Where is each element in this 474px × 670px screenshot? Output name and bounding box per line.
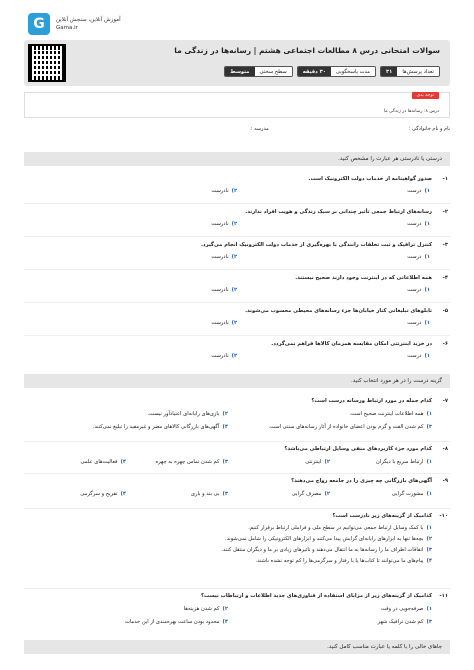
question-body: کدامیک از گزینه‌های زیر از مزایای استفاده از فناوری‌های جدید اطلاعات و ارتباطات نیست؟	[201, 593, 432, 599]
option-1[interactable]: ۱) مشورت گرایی	[391, 491, 432, 497]
question-body: همه اطلاعاتی که در اینترنت وجود دارند صحیح نیستند.	[295, 275, 432, 281]
student-info	[24, 126, 450, 132]
question-divider	[24, 508, 450, 509]
tf-question	[24, 275, 448, 293]
pill-duration: مدت پاسخگویی ۳۰ دقیقه	[297, 66, 376, 77]
option-true[interactable]: ۱) درست	[407, 353, 430, 359]
tf-question	[24, 242, 448, 260]
question-divider	[24, 335, 450, 336]
question-body: رسانه‌های ارتباط جمعی تأثیر چندانی بر سبک زندگی و هویت افراد ندارند.	[245, 209, 432, 215]
question-number: ۷-	[442, 398, 448, 404]
question-number: ۶-	[442, 341, 448, 347]
options	[24, 606, 432, 625]
option-true[interactable]: ۱) درست	[407, 287, 430, 293]
option-1[interactable]: ۱) ارتباط سریع با دیگران	[376, 459, 432, 465]
option-3[interactable]: ۳) کم شدن تماس چهره به چهره	[155, 459, 228, 465]
question-text	[24, 308, 448, 314]
section-multiple-choice: گزینه درست را در هر مورد انتخاب کنید.	[24, 374, 450, 388]
tf-question	[24, 209, 448, 227]
name-label: نام و نام خانوادگی :	[408, 126, 450, 132]
option-true[interactable]: ۱) درست	[407, 221, 430, 227]
question-number: ۱۱-	[439, 593, 448, 599]
options	[24, 491, 432, 497]
option-3[interactable]: ۳) بی بند و باری	[190, 491, 228, 497]
tf-options	[24, 221, 430, 227]
option-3[interactable]: ۳) کم شدن الفت و گرم بودن اعضای خانواده از آثار رسانه‌های سنتی است.	[268, 424, 432, 430]
brand-line1: آموزش آنلاین، سنجش آنلاین	[56, 17, 121, 23]
question-divider	[24, 441, 450, 442]
question-number: ۳-	[442, 242, 448, 248]
option-true[interactable]: ۱) درست	[407, 188, 430, 194]
option-false[interactable]: ۲) نادرست	[211, 254, 238, 260]
option-false[interactable]: ۲) نادرست	[211, 188, 238, 194]
option-false[interactable]: ۲) نادرست	[211, 221, 238, 227]
question-divider	[24, 473, 450, 474]
question-body: در خرید اینترنتی امکان مقایسه همزمان کالاها فراهم نمی‌گردد.	[271, 341, 432, 347]
question-number: ۲-	[442, 209, 448, 215]
option-2[interactable]: ۲) کم شدن هزینه‌ها	[183, 606, 228, 612]
option-false[interactable]: ۲) نادرست	[211, 353, 238, 359]
option-4[interactable]: ۴) تفریح و سرگرمی	[80, 491, 126, 497]
question-text	[24, 513, 448, 519]
option-false[interactable]: ۲) نادرست	[211, 320, 238, 326]
question-number: ۸-	[442, 446, 448, 452]
question-divider	[24, 203, 450, 204]
option-3[interactable]: ۳) اتفاقات اطراف ما را رسانه‌ها به ما انتقال می‌دهند و تاثیرهای زیادی بر ما و دیگران منتقل کنند.	[221, 547, 432, 553]
question-body: صدور گواهینامه از خدمات دولت الکترونیک است.	[308, 176, 432, 182]
brand-line2: Gama.ir	[56, 25, 78, 31]
mc-question	[24, 478, 448, 497]
question-text	[24, 398, 448, 404]
tf-options	[24, 353, 430, 359]
question-text	[24, 478, 448, 484]
tf-options	[24, 287, 430, 293]
question-text	[24, 176, 448, 182]
question-body: کدام مورد جزء کاربردهای منفی وسایل ارتباطی می‌باشد؟	[284, 446, 432, 452]
question-body: کنترل ترافیک و ثبت تخلفات رانندگی با بهره‌گیری از خدمات دولت الکترونیک انجام می‌گیرد.	[200, 242, 432, 248]
option-2[interactable]: ۲) اینترنتی	[305, 459, 330, 465]
qr-code	[28, 44, 66, 82]
mc-question	[24, 398, 448, 430]
brand-text	[56, 16, 121, 32]
exam-title: سوالات امتحانی درس ۸ مطالعات اجتماعی هشتم | رسانه‌ها در زندگی ما	[174, 46, 440, 55]
question-text	[24, 209, 448, 215]
tf-question	[24, 176, 448, 194]
option-4[interactable]: ۴) محدود بودن ساعت بهره‌مندی از این خدمات	[125, 619, 228, 625]
tf-options	[24, 188, 430, 194]
mc-question	[24, 593, 448, 625]
option-1[interactable]: ۱) با کمک وسایل ارتباط جمعی می‌توانیم در سطح ملی و فراملی ارتباط برقرار کنیم.	[248, 525, 432, 531]
question-text	[24, 593, 448, 599]
question-body: تابلوهای تبلیغاتی کنار خیابان‌ها جزء رسانه‌های محیطی محسوب می‌شوند.	[245, 308, 432, 314]
option-4[interactable]: ۴) فعالیت‌های علمی	[80, 459, 126, 465]
option-false[interactable]: ۲) نادرست	[211, 287, 238, 293]
pill-difficulty: سطح سختی متوسط	[224, 66, 292, 77]
question-body: کدامیک از گزینه‌های زیر نادرست است؟	[332, 513, 432, 519]
tf-options	[24, 254, 430, 260]
question-text	[24, 275, 448, 281]
brand-header	[28, 12, 178, 36]
tf-question	[24, 341, 448, 359]
question-number: ۴-	[442, 275, 448, 281]
option-true[interactable]: ۱) درست	[407, 320, 430, 326]
option-4[interactable]: ۴) آگهی‌های بازرگانی کالاهای مضر و غیرمفید را تبلیغ نمی‌کنند.	[92, 424, 228, 430]
pill-question-count: تعداد پرسش‌ها ۳۱	[380, 66, 440, 77]
note-tag: توجه بدی	[412, 92, 439, 99]
option-4[interactable]: ۴) پیام‌های ما می‌توانند تا کتاب‌ها یا با رفتار و سرگرمی‌ها را کم توجه نشده باشند.	[255, 558, 432, 564]
question-text	[24, 446, 448, 452]
question-number: ۵-	[442, 308, 448, 314]
question-body: کدام جمله در مورد ارتباط ورسانه درست است؟	[311, 398, 432, 404]
question-divider	[24, 302, 450, 303]
question-divider	[24, 236, 450, 237]
options	[24, 411, 432, 430]
options	[24, 525, 432, 564]
question-number: ۹-	[442, 478, 448, 484]
note-text: درس ۸: رسانه‌ها در زندگی ما	[383, 109, 439, 114]
question-number: ۱۰-	[439, 513, 448, 519]
gama-logo[interactable]: G	[28, 13, 50, 35]
mc-question	[24, 513, 448, 564]
tf-options	[24, 320, 430, 326]
options	[24, 459, 432, 465]
option-1[interactable]: ۱) همه اطلاعات اینترنت صحیح است.	[349, 411, 432, 417]
option-2[interactable]: ۲) بچه‌ها تنها به ابزارهای رایانه‌ای گرایش پیدا می‌کنند و ابزارهای الکترونیکی را شامل نمی‌شوند.	[224, 536, 432, 542]
exam-meta-pills	[224, 66, 440, 77]
option-true[interactable]: ۱) درست	[407, 254, 430, 260]
section-true-false: درستی یا نادرستی هر عبارت را مشخص کنید.	[24, 152, 450, 166]
note-box	[24, 92, 450, 118]
option-1[interactable]: ۱) صرفه‌جویی در وقت	[381, 606, 432, 612]
mc-question	[24, 446, 448, 465]
school-label: مدرسه :	[250, 126, 269, 132]
question-text	[24, 242, 448, 248]
question-body: آگهی‌های بازرگانی چه چیزی را در جامعه رواج می‌دهند؟	[291, 478, 432, 484]
question-text	[24, 341, 448, 347]
tf-question	[24, 308, 448, 326]
option-2[interactable]: ۲) بازی‌های رایانه‌ای اعتیادآور نیست.	[147, 411, 228, 417]
section-fill-blank: جاهای خالی را با کلمه یا عبارت مناسب کامل کنید.	[24, 640, 450, 654]
question-divider	[24, 269, 450, 270]
option-3[interactable]: ۳) کم شدن ترافیک شهر	[377, 619, 432, 625]
question-number: ۱-	[442, 176, 448, 182]
question-divider	[24, 588, 450, 589]
option-2[interactable]: ۲) مصرف گرایی	[291, 491, 330, 497]
